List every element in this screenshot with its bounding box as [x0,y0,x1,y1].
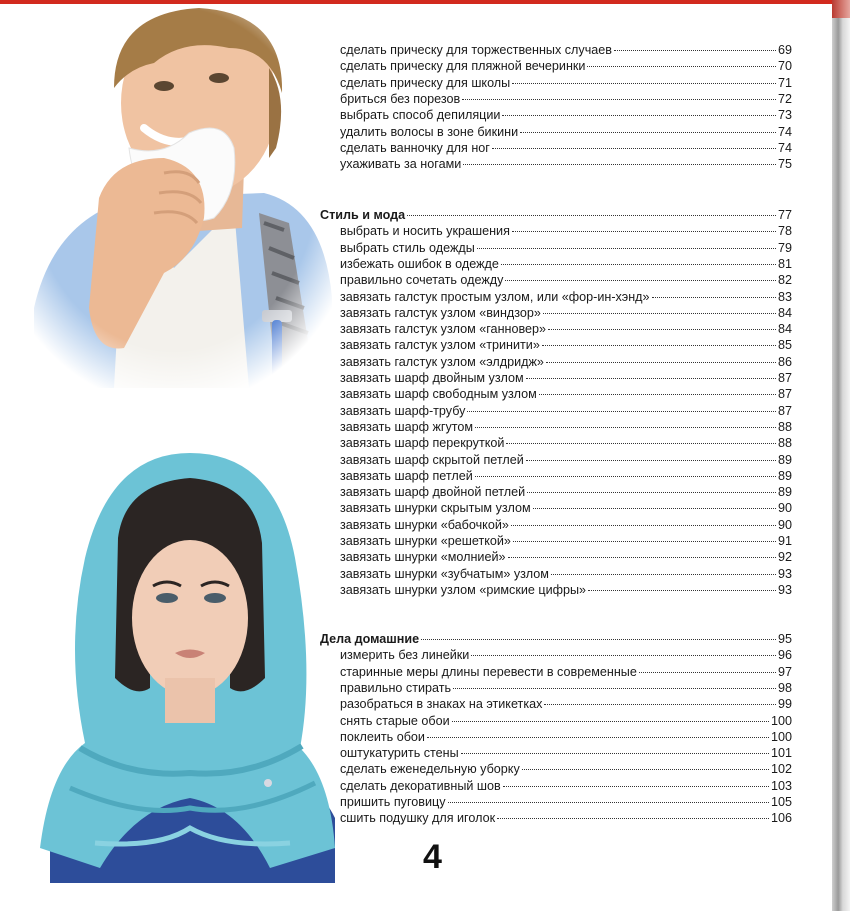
dot-leader [407,215,776,216]
toc-page-number: 83 [777,289,792,304]
toc-entry [340,256,792,272]
toc-entry-label: удалить волосы в зоне бикини [340,124,519,139]
toc-entry [340,240,792,256]
toc-entry [340,794,792,810]
toc-entry-label: завязать шнурки «зубчатым» узлом [340,566,549,581]
toc-section-heading [320,631,792,647]
toc-page-number: 87 [777,371,792,385]
dot-leader [492,148,776,149]
dot-leader [551,574,776,575]
toc-entry [340,500,792,516]
toc-entry-label: оштукатурить стены [340,746,459,761]
toc-entry [340,549,792,565]
toc-page-number: 87 [777,403,792,418]
toc-page-number: 90 [777,501,792,516]
dot-leader [502,115,776,116]
toc-entry [340,452,792,468]
dot-leader [506,443,776,444]
toc-page-number: 92 [777,550,792,565]
toc-entry-label: измерить без линейки [340,648,470,663]
dot-leader [452,721,769,722]
dot-leader [546,362,776,363]
toc-entry [340,386,792,402]
toc-entry-label: сделать прическу для торжественных случаев [340,43,612,57]
page-edge-red-corner [832,0,850,18]
dot-leader [512,83,776,84]
toc-entry-label: снять старые обои [340,713,450,728]
dot-leader [461,753,769,754]
page-number: 4 [423,838,442,876]
toc-page-number: 78 [777,224,792,239]
dot-leader [511,525,776,526]
toc-entry-label: завязать галстук простым узлом, или «фор-ин-хэнд» [340,289,650,304]
toc-page-number: 71 [777,75,792,90]
toc-entry-label: завязать шарф двойным узлом [340,371,524,385]
toc-page-number: 88 [777,436,792,451]
toc-page-number: 90 [777,517,792,532]
toc-entry-label: завязать галстук узлом «тринити» [340,338,540,353]
toc-page-number: 91 [777,534,792,548]
toc-entry [340,124,792,140]
dot-leader [508,557,776,558]
toc-section-title: Дела домашние [320,632,420,646]
toc-entry [340,223,792,239]
toc-entry [340,91,792,107]
toc-entry-label: бриться без порезов [340,91,461,106]
toc-entry-label: выбрать стиль одежды [340,240,475,255]
toc-page-number: 97 [777,664,792,679]
dot-leader [463,164,776,165]
dot-leader [471,655,776,656]
toc-entry [340,468,792,484]
toc-entry [340,403,792,419]
dot-leader [639,672,776,673]
dot-leader [539,394,776,395]
toc-entry [340,107,792,123]
toc-entry [340,354,792,370]
toc-page-number: 93 [777,566,792,581]
toc-page-number: 102 [770,762,792,777]
dot-leader [543,313,776,314]
toc-page-number: 74 [777,124,792,139]
toc-entry-label: завязать шарф петлей [340,468,473,483]
toc-page-number: 100 [770,713,792,728]
dot-leader [527,492,776,493]
toc-page-number: 85 [777,338,792,353]
dot-leader [475,427,776,428]
toc-page-number: 73 [777,108,792,123]
dot-leader [448,802,769,803]
toc-entry-label: выбрать и носить украшения [340,224,510,239]
toc-entry-label: сделать прическу для пляжной вечеринки [340,59,586,74]
toc-page-number: 106 [770,811,792,826]
toc-page-number: 75 [777,157,792,172]
toc-entry [340,729,792,745]
toc-entry-label: завязать шарф-трубу [340,403,466,418]
toc-entry-label: правильно сочетать одежду [340,273,504,288]
toc-page-number: 70 [777,59,792,74]
toc-entry [340,778,792,794]
toc-entry-label: завязать шарф двойной петлей [340,485,526,500]
toc-entry [340,140,792,156]
toc-entry [340,289,792,305]
dot-leader [526,378,776,379]
toc-entry-label: сделать декоративный шов [340,778,501,793]
toc-entry-label: завязать шнурки «бабочкой» [340,517,509,532]
toc-page-number: 86 [777,354,792,369]
toc-entry-label: правильно стирать [340,680,452,695]
toc-entry [340,745,792,761]
dot-leader [503,786,769,787]
toc-page-number: 84 [777,305,792,320]
dot-leader [453,688,776,689]
toc-entry [340,582,792,598]
toc-entry-label: ухаживать за ногами [340,157,462,172]
toc-entry [340,566,792,582]
toc-page-number: 98 [777,680,792,695]
toc-entry-label: завязать галстук узлом «ганновер» [340,322,547,337]
dot-leader [526,460,776,461]
toc-entry [340,696,792,712]
toc-entry-label: выбрать способ депиляции [340,108,501,123]
toc-entry-label: завязать шнурки скрытым узлом [340,501,531,516]
toc-entry [340,419,792,435]
toc-entry [340,761,792,777]
toc-page-number: 87 [777,387,792,402]
toc-entry [340,647,792,663]
toc-page-number: 82 [777,273,792,288]
toc-page-number: 99 [777,697,792,712]
dot-leader [588,590,776,591]
toc-entry [340,435,792,451]
toc-entry [340,337,792,353]
dot-leader [497,818,769,819]
dot-leader [477,248,776,249]
toc-page-number: 74 [777,140,792,155]
toc-entry [340,305,792,321]
dot-leader [427,737,769,738]
page-edge-shadow [832,0,850,911]
toc-entry-label: сшить подушку для иголок [340,811,496,826]
toc-page-number: 93 [777,582,792,597]
dot-leader [505,280,776,281]
toc-page-number: 77 [777,208,792,222]
toc-entry [340,680,792,696]
dot-leader [544,704,776,705]
toc-entry [340,42,792,58]
dot-leader [520,132,776,133]
toc-page-number: 88 [777,419,792,434]
toc-entry-label: завязать шнурки «молнией» [340,550,506,565]
toc-page-number: 105 [770,795,792,809]
toc-section-title: Стиль и мода [320,208,406,222]
toc-entry-label: сделать еженедельную уборку [340,762,520,777]
toc-page-number: 72 [777,91,792,106]
toc-entry-label: завязать шарф свободным узлом [340,387,537,402]
toc-page-number: 96 [777,648,792,663]
toc-entry-label: завязать шнурки «решеткой» [340,534,511,548]
toc-page-number: 69 [777,43,792,57]
toc-entry [340,664,792,680]
toc-entry [340,75,792,91]
dot-leader [614,50,776,51]
toc-entry-label: завязать шарф жгутом [340,419,474,434]
toc-entry-label: избежать ошибок в одежде [340,256,499,271]
toc-entry-label: разобраться в знаках на этикетках [340,697,543,712]
dot-leader [475,476,776,477]
toc-entry-label: завязать галстук узлом «элдридж» [340,354,544,369]
dot-leader [548,329,776,330]
toc-entry [340,484,792,500]
toc-entry-label: сделать ванночку для ног [340,140,490,155]
toc-page-number: 89 [777,452,792,467]
dot-leader [513,541,776,542]
toc-entry [340,58,792,74]
toc-entry [340,370,792,386]
dot-leader [501,264,776,265]
toc-entry [340,810,792,826]
toc-entry [340,272,792,288]
dot-leader [467,411,776,412]
toc-entry-label: старинные меры длины перевести в современные [340,664,637,679]
toc-entry [340,321,792,337]
dot-leader [652,297,776,298]
toc-entry [340,517,792,533]
toc-page-number: 81 [777,256,792,271]
dot-leader [462,99,776,100]
toc-entry-label: сделать прическу для школы [340,75,511,90]
toc-page-number: 79 [777,240,792,255]
toc-page-number: 103 [770,778,792,793]
toc-entry-label: пришить пуговицу [340,795,446,809]
dot-leader [522,769,769,770]
dot-leader [421,639,776,640]
toc-entry-label: завязать шнурки узлом «римские цифры» [340,582,587,597]
toc-page-number: 89 [777,468,792,483]
toc-page-number: 100 [770,729,792,744]
toc-entry [340,713,792,729]
toc-page-number: 84 [777,322,792,337]
toc-page-number: 95 [777,632,792,646]
dot-leader [512,231,776,232]
dot-leader [533,508,776,509]
toc-entry-label: завязать галстук узлом «виндзор» [340,305,541,320]
dot-leader [542,345,776,346]
toc-entry-label: завязать шарф скрытой петлей [340,452,524,467]
toc-section-heading [320,207,792,223]
toc-entry-label: завязать шарф перекруткой [340,436,505,451]
toc-entry [340,533,792,549]
toc-page-number: 89 [777,485,792,500]
toc-entry-label: поклеить обои [340,729,425,744]
dot-leader [587,66,776,67]
toc-page-number: 101 [770,746,792,761]
toc-entry [340,156,792,172]
